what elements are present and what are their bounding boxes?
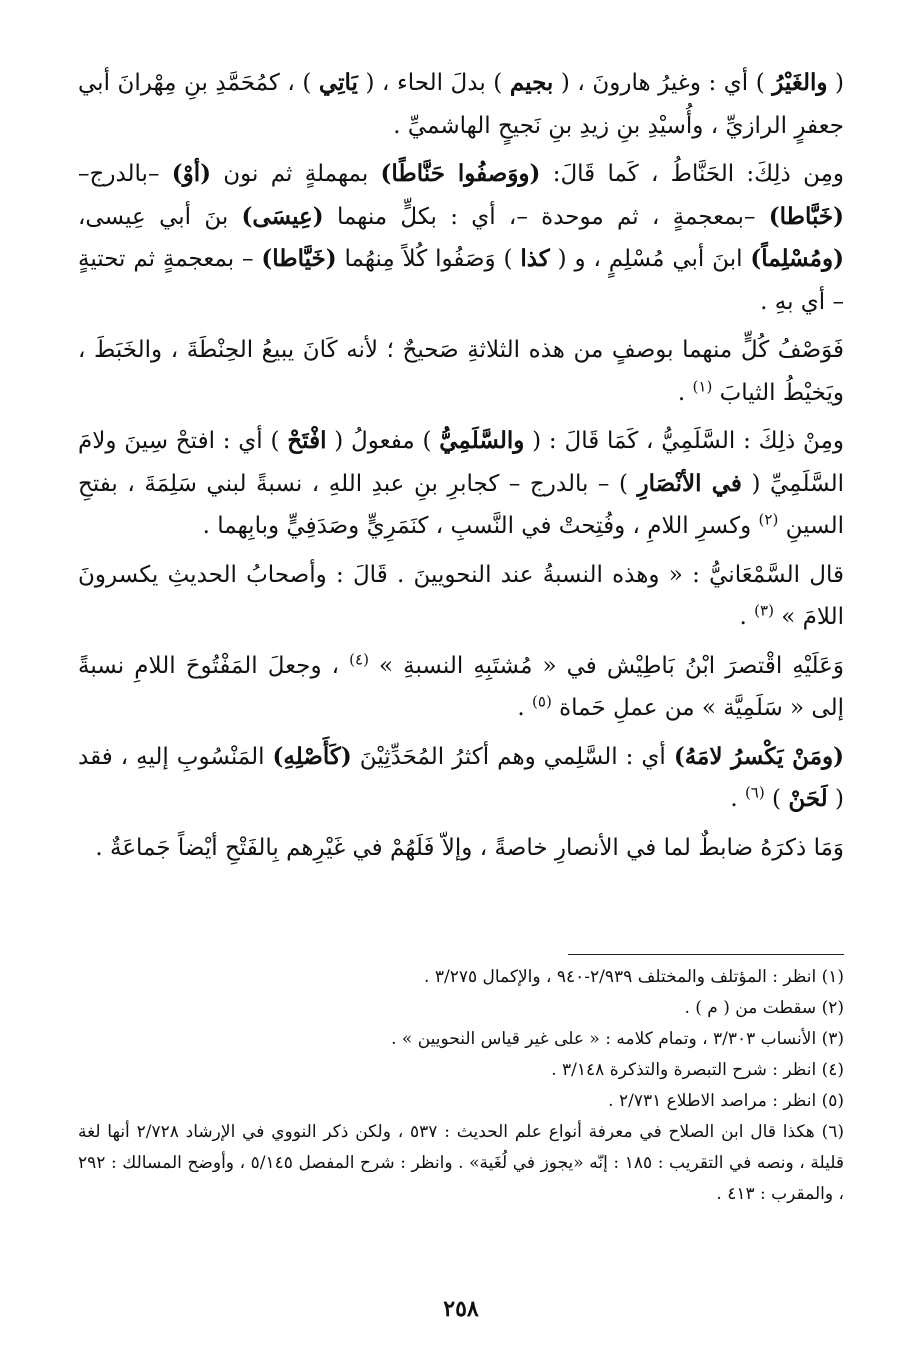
footnotes bbox=[78, 962, 844, 1210]
text-segment: ) bbox=[764, 786, 789, 812]
bold-text: لَحَنْ bbox=[788, 785, 828, 812]
footnote: (٦) هكذا قال ابن الصلاح في معرفة أنواع علم الحديث : ٥٣٧ ، ولكن ذكر النووي في الإرشاد ٢/٧٢٨ أنها لغة قليلة ، ونصه في التقريب : ١٨٥ : إنّه «يجوز في لُغَية» . وانظر : شرح المفصل ٥/١٤٥ ، وأوضح المسالك : ٢٩٢ ، والمقرب : ٤١٣ . bbox=[78, 1122, 845, 1204]
text-segment: وَعَلَيْهِ اقْتصرَ ابْنُ بَاطِيْش في « مُشتَبِهِ النسبةِ » bbox=[368, 652, 844, 679]
text-segment: ومِنْ ذلِكَ : السَّلَمِيُّ ، كَمَا قَالَ : ( bbox=[524, 428, 844, 454]
footnote: (٣) الأنساب ٣/٣٠٣ ، وتمام كلامه : « على غير قياس النحويين » . bbox=[391, 1029, 844, 1049]
text-segment: –بمعجمةٍ ، ثم موحدة –، أي : بكلٍّ منهما bbox=[323, 203, 769, 230]
footnote-marker: (٢) bbox=[758, 510, 779, 529]
footnote-marker: (٦) bbox=[744, 783, 765, 802]
page-number: ٢٥٨ bbox=[443, 1296, 479, 1322]
text-segment: بنَ أبي عِيسى، bbox=[78, 203, 242, 230]
bold-text: (عِيسَى) bbox=[241, 202, 324, 230]
footnote-separator bbox=[568, 954, 844, 955]
text-segment: ) وَصَفُوا كُلاً مِنهُما bbox=[336, 246, 521, 272]
text-segment: –بالدرج– bbox=[78, 161, 172, 187]
paragraph bbox=[78, 329, 844, 414]
text-segment: ) مفعولُ ( bbox=[326, 428, 440, 454]
footnote: (٥) انظر : مراصد الاطلاع ٢/٧٣١ . bbox=[608, 1091, 844, 1111]
bold-text: والغَيْرُ bbox=[772, 69, 828, 96]
paragraph bbox=[78, 645, 844, 730]
text-segment: وكسرِ اللامِ ، وفُتِحتْ في النَّسبِ ، كنَمَرِيٍّ وصَدَفِيٍّ وبابِهما . bbox=[202, 513, 759, 539]
bold-text: (كَأَصْلِهِ) bbox=[272, 742, 352, 770]
footnote: (٤) انظر : شرح التبصرة والتذكرة ٣/١٤٨ . bbox=[551, 1060, 844, 1080]
text-segment: . bbox=[730, 786, 745, 812]
text-segment: قال السَّمْعَانيُّ : « وهذه النسبةُ عند النحويينَ . قَالَ : وأصحابُ الحديثِ يكسرونَ اللامَ » bbox=[78, 561, 844, 630]
bold-text: (ووَصفُوا حَنَّاطًا) bbox=[380, 160, 541, 187]
text-segment: ) ، كمُحَمَّدِ بنِ مِهْرانَ أبي جعفرٍ الرازيِّ ، وأُسيْدِ بنِ زيدِ بنِ نَجيحٍ الهاشميِّ . bbox=[78, 70, 844, 139]
text-segment: . bbox=[677, 379, 693, 406]
text-segment: ( bbox=[827, 70, 844, 96]
bold-text: كذا bbox=[520, 245, 550, 272]
text-segment: ابنَ أبي مُسْلِمٍ ، و ( bbox=[549, 246, 751, 272]
bold-text: في الأنْصَارِ bbox=[637, 469, 742, 497]
bold-text: (ومُسْلِماً) bbox=[750, 245, 844, 272]
text-segment: . bbox=[739, 604, 755, 630]
paragraph bbox=[78, 554, 844, 639]
bold-text: والسَّلَمِيُّ bbox=[439, 427, 525, 454]
paragraph bbox=[78, 153, 844, 323]
text-segment: المَنْسُوبِ إليهِ ، فقد ( bbox=[78, 743, 844, 812]
text-segment: بمهملةٍ ثم نون bbox=[211, 161, 381, 187]
bold-text: (خَبَّاطا) bbox=[768, 202, 844, 230]
footnote-marker: (٤) bbox=[349, 649, 369, 668]
paragraph bbox=[78, 736, 844, 821]
text-segment: ) أي : افتحْ سِينَ ولامَ السَّلَمِيِّ ( bbox=[78, 428, 844, 497]
text-segment: أي : السَّلِمي وهم أكثرُ المُحَدِّثِيْنَ bbox=[351, 743, 674, 770]
footnote-marker: (٣) bbox=[754, 601, 774, 620]
text-segment: ، وجعلَ المَفْتُوحَ اللامِ نسبةً إلى « سَلَمِيَّة » من عملِ حَماة bbox=[78, 652, 844, 721]
bold-text: يَاتِي bbox=[318, 69, 358, 96]
bold-text: (خَيَّاطا) bbox=[261, 245, 337, 272]
bold-text: (ومَنْ يَكْسرُ لامَهُ) bbox=[673, 742, 845, 770]
footnote-marker: (٥) bbox=[532, 692, 552, 711]
text-segment: . bbox=[517, 695, 533, 721]
paragraph bbox=[78, 420, 844, 548]
paragraph bbox=[78, 827, 844, 870]
bold-text: (أوْ) bbox=[171, 160, 211, 187]
footnote-marker: (١) bbox=[692, 376, 713, 395]
text-segment: – بمعجمةٍ ثم تحتيةٍ – أي بهِ . bbox=[78, 246, 844, 315]
text-segment: ) أي : وغيرُ هارونَ ، ( bbox=[553, 70, 773, 96]
main-text bbox=[78, 62, 844, 869]
text-segment: ) بدلَ الحاء ، ( bbox=[357, 70, 510, 96]
bold-text: افْتَحْ bbox=[287, 427, 327, 454]
text-segment: ) – بالدرج – كجابرِ بنِ عبدِ اللهِ ، نسبةً لبني سَلِمَةَ ، بفتحِ السينِ bbox=[78, 470, 844, 539]
bold-text: بجيم bbox=[509, 69, 554, 96]
text-segment: وَمَا ذكرَهُ ضابطٌ لما في الأنصارِ خاصةً ، وإلاّ فَلَهُمْ في غَيْرِهم بِالفَتْحِ أيْضاً جَماعَةٌ . bbox=[95, 834, 844, 861]
text-segment: ومِن ذلِكَ: الحَنَّاطُ ، كَما قَالَ: bbox=[540, 161, 845, 187]
paragraph bbox=[78, 62, 844, 147]
text-segment: فَوَصْفُ كُلٍّ منهما بوصفٍ من هذه الثلاثةِ صَحيحٌ ؛ لأنه كَانَ يبيعُ الحِنْطَةَ ، والخَبَطَ ، ويَخيْطُ الثيابَ bbox=[78, 337, 844, 406]
footnote: (٢) سقطت من ( م ) . bbox=[684, 998, 844, 1018]
footnote: (١) انظر : المؤتلف والمختلف ٢/٩٣٩-٩٤٠ ، والإكمال ٣/٢٧٥ . bbox=[424, 967, 844, 987]
